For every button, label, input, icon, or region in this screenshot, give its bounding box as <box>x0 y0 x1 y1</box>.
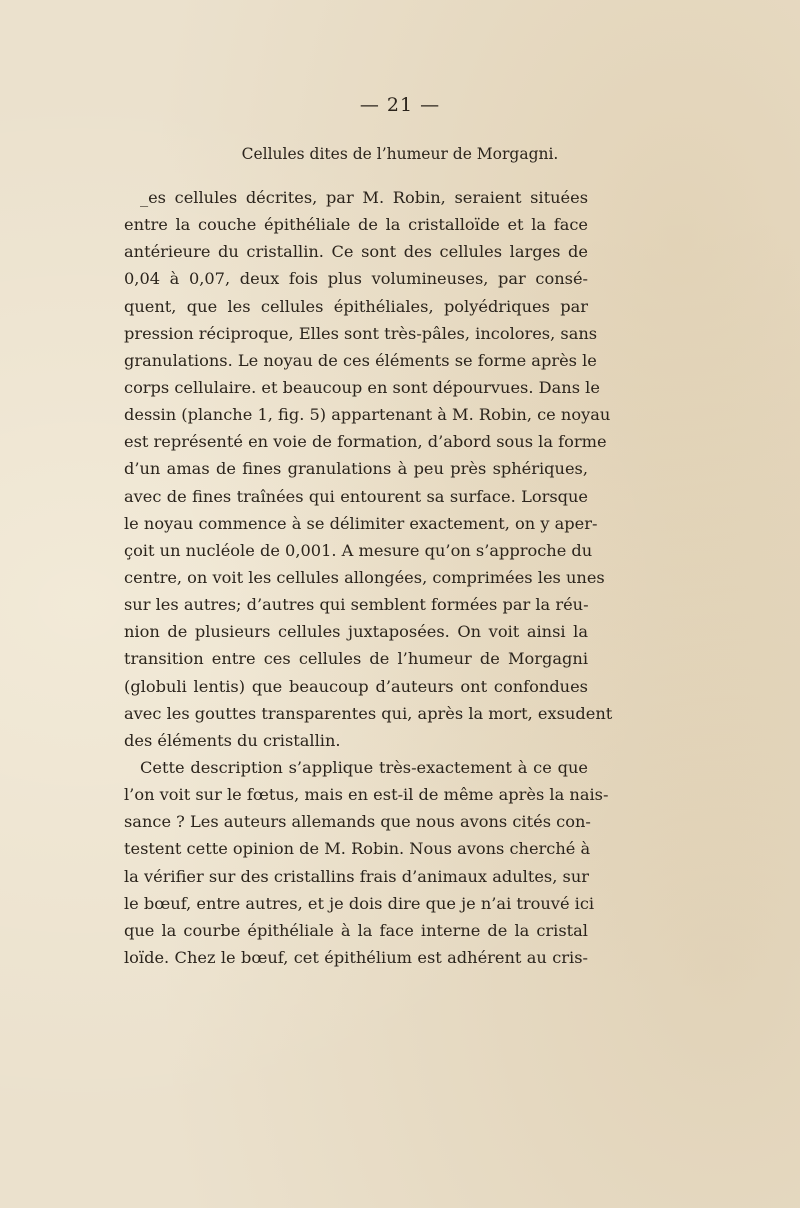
text-line: le bœuf, entre autres, et je dois dire que je n’ai trouvé ici <box>124 893 595 913</box>
text-line: est représenté en voie de formation, d’abord sous la forme <box>124 432 607 452</box>
text-line: centre, on voit les cellules allongées, comprimées les unes <box>124 567 605 587</box>
text-line: quent, que les cellules épithéliales, polyédriques par <box>124 296 588 316</box>
text-line: Cette description s’applique très-exactement à ce que <box>140 757 588 777</box>
text-line: le noyau commence à se délimiter exactement, on y aper- <box>124 513 598 533</box>
text-line: antérieure du cristallin. Ce sont des cellules larges de <box>124 242 588 262</box>
text-line: sance ? Les auteurs allemands que nous avons cités con- <box>124 812 591 832</box>
text-line: 0,04 à 0,07, deux fois plus volumineuses, par consé- <box>124 269 588 289</box>
text-line: testent cette opinion de M. Robin. Nous avons cherché à <box>124 839 591 859</box>
text-line: entre la couche épithéliale de la cristalloïde et la face <box>124 215 588 235</box>
text-line: d’un amas de fines granulations à peu près sphériques, <box>124 459 588 479</box>
text-line: sur les autres; d’autres qui semblent formées par la réu- <box>124 595 589 615</box>
text-line: avec les gouttes transparentes qui, après la mort, exsudent <box>124 703 613 723</box>
text-line: l’on voit sur le fœtus, mais en est-il de même après la nais- <box>124 785 609 805</box>
text-line: transition entre ces cellules de l’humeur de Morgagni <box>124 649 588 669</box>
text-line: (globuli lentis) que beaucoup d’auteurs ont confondues <box>124 676 588 696</box>
body-text <box>124 184 613 971</box>
text-line: nion de plusieurs cellules juxtaposées. On voit ainsi la <box>124 622 588 642</box>
text-line: granulations. Le noyau de ces éléments se forme après le <box>124 350 597 370</box>
text-line: la vérifier sur des cristallins frais d’animaux adultes, sur <box>124 866 589 886</box>
text-line: que la courbe épithéliale à la face interne de la cristal <box>124 920 588 940</box>
section-heading: Cellules dites de l’humeur de Morgagni. <box>241 145 559 163</box>
text-line: loïde. Chez le bœuf, cet épithélium est adhérent au cris- <box>124 947 588 967</box>
text-line: dessin (planche 1, fig. 5) appartenant à M. Robin, ce noyau <box>124 405 611 425</box>
text-line: _es cellules décrites, par M. Robin, seraient situées <box>140 188 588 207</box>
text-line: pression réciproque, Elles sont très-pâles, incolores, sans <box>124 323 598 343</box>
text-line: corps cellulaire. et beaucoup en sont dépourvues. Dans le <box>124 377 600 397</box>
text-line: avec de fines traînées qui entourent sa surface. Lorsque <box>124 486 588 506</box>
text-line: des éléments du cristallin. <box>124 730 341 750</box>
text-line: çoit un nucléole de 0,001. A mesure qu’on s’approche du <box>124 540 593 560</box>
page-number: — 21 — <box>359 94 441 116</box>
